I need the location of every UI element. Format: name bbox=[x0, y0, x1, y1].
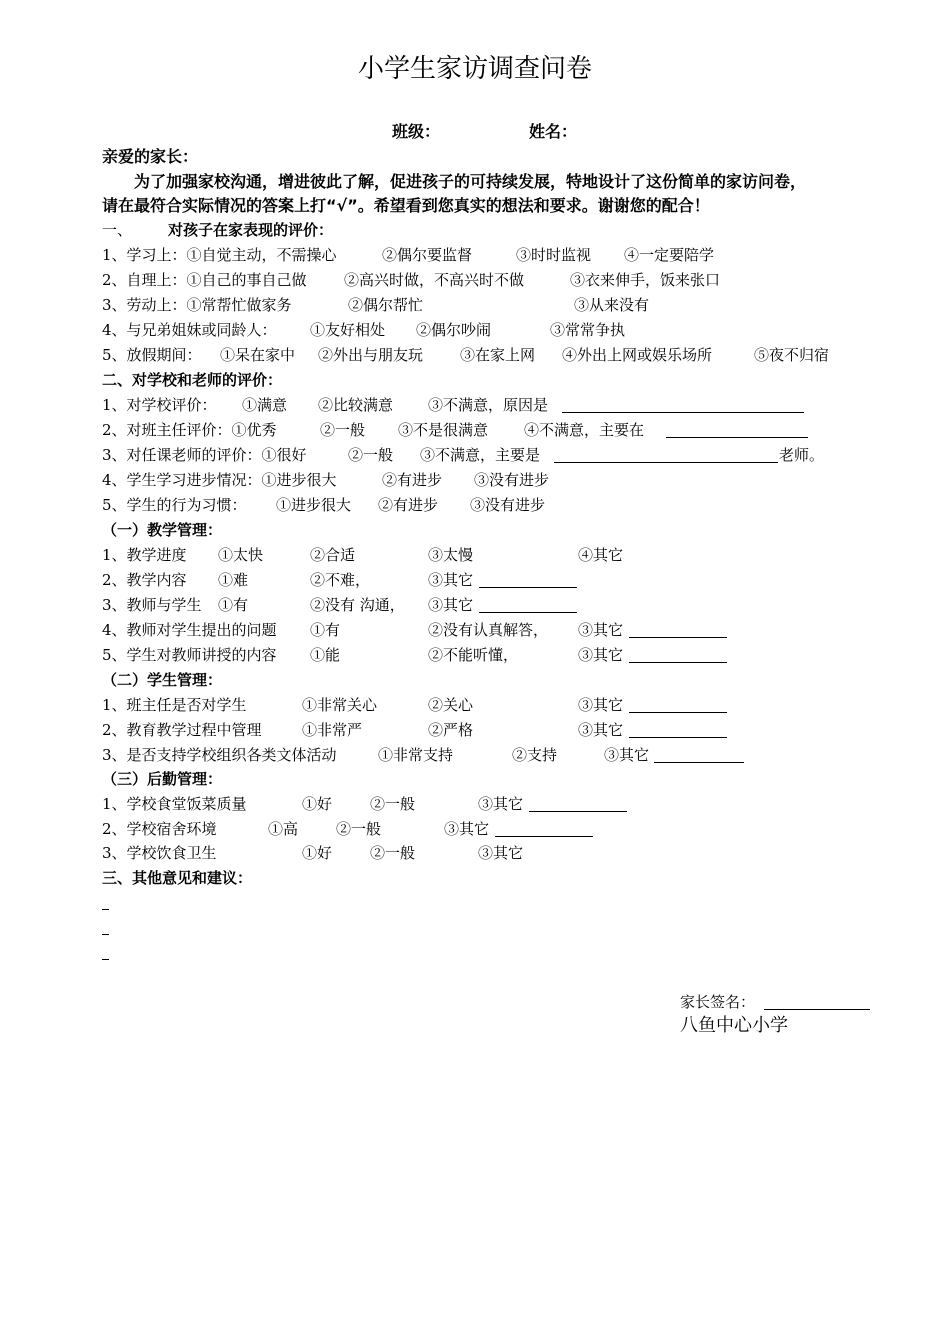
lg-q2-option-1: ①高 bbox=[268, 820, 299, 838]
s2-q1-reason-blank[interactable] bbox=[562, 398, 804, 413]
t-q3-option-1: ①有 bbox=[218, 596, 249, 614]
t-q5-blank[interactable] bbox=[629, 648, 727, 663]
lg-q2: 2、学校宿舍环境 bbox=[102, 820, 217, 838]
s2-q4-option-3: ③没有进步 bbox=[474, 471, 550, 489]
t-q1-option-1: ①太快 bbox=[218, 546, 264, 564]
sm-q3: 3、是否支持学校组织各类文体活动 bbox=[102, 746, 337, 764]
t-q4-blank[interactable] bbox=[629, 623, 727, 638]
s1-q1: 1、学习上：①自觉主动，不需操心 bbox=[102, 246, 337, 264]
s2-q3-option-2: ②一般 bbox=[348, 446, 394, 464]
signature-blank[interactable] bbox=[764, 995, 870, 1010]
s2-q5-option-1: ①进步很大 bbox=[276, 496, 352, 514]
s1-q5-option-5: ⑤夜不归宿 bbox=[754, 346, 830, 364]
s2-q3-suffix: 老师。 bbox=[779, 446, 825, 464]
sm-q1-option-1: ①非常关心 bbox=[302, 696, 378, 714]
t-q4-option-3: ③其它 bbox=[578, 621, 624, 639]
t-q1-option-3: ③太慢 bbox=[428, 546, 474, 564]
s2-q2-option-2: ②一般 bbox=[320, 421, 366, 439]
sm-q3-option-1: ①非常支持 bbox=[378, 746, 454, 764]
lg-q3-option-2: ②一般 bbox=[370, 844, 416, 862]
lg-q2-option-3: ③其它 bbox=[444, 820, 490, 838]
name-label: 姓名： bbox=[529, 122, 578, 141]
lg-q1-option-1: ①好 bbox=[302, 795, 333, 813]
s1-q2: 2、自理上：①自己的事自己做 bbox=[102, 271, 307, 289]
comment-line-2[interactable] bbox=[102, 934, 109, 935]
section-2-title: 二、对学校和老师的评价： bbox=[102, 371, 283, 389]
school-name: 八鱼中心小学 bbox=[680, 1015, 788, 1036]
lg-q3: 3、学校饮食卫生 bbox=[102, 844, 217, 862]
class-label: 班级： bbox=[392, 122, 441, 141]
s1-q5-option-2: ②外出与朋友玩 bbox=[318, 346, 424, 364]
s2-q1-option-3: ③不满意，原因是 bbox=[428, 396, 549, 414]
s1-q1-option-2: ②偶尔要监督 bbox=[382, 246, 473, 264]
sm-q2-blank[interactable] bbox=[629, 723, 727, 738]
s1-q2-option-3: ③衣来伸手，饭来张口 bbox=[570, 271, 721, 289]
s2-q2-option-4: ④不满意，主要在 bbox=[524, 421, 645, 439]
sm-q3-blank[interactable] bbox=[654, 748, 744, 763]
s1-q5-option-1: ①呆在家中 bbox=[220, 346, 296, 364]
s2-q2-option-3: ③不是很满意 bbox=[398, 421, 489, 439]
lg-q1-blank[interactable] bbox=[529, 797, 627, 812]
sm-q2: 2、教育教学过程中管理 bbox=[102, 721, 262, 739]
s2-q1-option-1: ①满意 bbox=[242, 396, 288, 414]
comment-line-3[interactable] bbox=[102, 959, 109, 960]
comment-line-1[interactable] bbox=[102, 909, 109, 910]
t-q1: 1、教学进度 bbox=[102, 546, 187, 564]
signature-label: 家长签名： bbox=[680, 993, 756, 1011]
s1-q2-option-2: ②高兴时做，不高兴时不做 bbox=[344, 271, 525, 289]
s1-q3-option-2: ②偶尔帮忙 bbox=[348, 296, 424, 314]
lg-q1-option-2: ②一般 bbox=[370, 795, 416, 813]
t-q5: 5、学生对教师讲授的内容 bbox=[102, 646, 277, 664]
sm-q3-option-2: ②支持 bbox=[512, 746, 558, 764]
page-title: 小学生家访调查问卷 bbox=[357, 54, 592, 84]
t-q5-option-1: ①能 bbox=[310, 646, 341, 664]
t-q1-option-4: ④其它 bbox=[578, 546, 624, 564]
t-q5-option-3: ③其它 bbox=[578, 646, 624, 664]
s1-q3-option-3: ③从来没有 bbox=[574, 296, 650, 314]
s1-q4-option-2: ②偶尔吵闹 bbox=[416, 321, 492, 339]
sm-q1-option-2: ②关心 bbox=[428, 696, 474, 714]
s2-q1: 1、对学校评价： bbox=[102, 396, 217, 414]
lg-q3-option-1: ①好 bbox=[302, 844, 333, 862]
t-q1-option-2: ②合适 bbox=[310, 546, 356, 564]
t-q2: 2、教学内容 bbox=[102, 571, 187, 589]
section-1-title: 对孩子在家表现的评价： bbox=[168, 221, 334, 239]
t-q3-blank[interactable] bbox=[479, 598, 577, 613]
t-q3-option-3: ③其它 bbox=[428, 596, 474, 614]
s1-q1-option-4: ④一定要陪学 bbox=[624, 246, 715, 264]
sm-q1: 1、班主任是否对学生 bbox=[102, 696, 247, 714]
intro-line-1: 为了加强家校沟通，增进彼此了解，促进孩子的可持续发展，特地设计了这份简单的家访问卷， bbox=[134, 172, 807, 191]
s2-q3-blank[interactable] bbox=[554, 448, 778, 463]
lg-q2-option-2: ②一般 bbox=[336, 820, 382, 838]
student-mgmt-title: （二）学生管理： bbox=[102, 671, 223, 689]
greeting: 亲爱的家长： bbox=[102, 147, 199, 166]
t-q2-option-1: ①难 bbox=[218, 571, 249, 589]
s2-q4: 4、学生学习进步情况：①进步很大 bbox=[102, 471, 337, 489]
section-1-number: 一、 bbox=[102, 221, 133, 239]
s2-q3-option-3: ③不满意，主要是 bbox=[420, 446, 541, 464]
s1-q4-option-1: ①友好相处 bbox=[310, 321, 386, 339]
s1-q1-option-3: ③时时监视 bbox=[516, 246, 592, 264]
s2-q1-option-2: ②比较满意 bbox=[318, 396, 394, 414]
logistics-title: （三）后勤管理： bbox=[102, 770, 223, 788]
section-3-title: 三、其他意见和建议： bbox=[102, 869, 253, 887]
t-q5-option-2: ②不能听懂， bbox=[428, 646, 519, 664]
lg-q3-option-3: ③其它 bbox=[478, 844, 524, 862]
t-q3-option-2: ②没有 沟通， bbox=[310, 596, 405, 614]
s2-q3: 3、对任课老师的评价：①很好 bbox=[102, 446, 307, 464]
s2-q4-option-2: ②有进步 bbox=[382, 471, 443, 489]
t-q4-option-1: ①有 bbox=[310, 621, 341, 639]
s2-q2-blank[interactable] bbox=[666, 423, 808, 438]
t-q3: 3、教师与学生 bbox=[102, 596, 202, 614]
t-q2-option-3: ③其它 bbox=[428, 571, 474, 589]
s1-q5-option-4: ④外出上网或娱乐场所 bbox=[562, 346, 713, 364]
s2-q5-option-3: ③没有进步 bbox=[470, 496, 546, 514]
s2-q5: 5、学生的行为习惯： bbox=[102, 496, 247, 514]
sm-q3-option-3: ③其它 bbox=[604, 746, 650, 764]
t-q4-option-2: ②没有认真解答， bbox=[428, 621, 549, 639]
t-q2-option-2: ②不难， bbox=[310, 571, 371, 589]
t-q4: 4、教师对学生提出的问题 bbox=[102, 621, 277, 639]
intro-line-2: 请在最符合实际情况的答案上打“√”。希望看到您真实的想法和要求。谢谢您的配合！ bbox=[102, 196, 710, 215]
s2-q2: 2、对班主任评价：①优秀 bbox=[102, 421, 277, 439]
s2-q5-option-2: ②有进步 bbox=[378, 496, 439, 514]
t-q2-blank[interactable] bbox=[479, 573, 577, 588]
sm-q1-option-3: ③其它 bbox=[578, 696, 624, 714]
s1-q5-option-3: ③在家上网 bbox=[460, 346, 536, 364]
s1-q4-option-3: ③常常争执 bbox=[550, 321, 626, 339]
sm-q2-option-2: ②严格 bbox=[428, 721, 474, 739]
lg-q1-option-3: ③其它 bbox=[478, 795, 524, 813]
s1-q5: 5、放假期间： bbox=[102, 346, 202, 364]
s1-q3: 3、劳动上：①常帮忙做家务 bbox=[102, 296, 292, 314]
lg-q1: 1、学校食堂饭菜质量 bbox=[102, 795, 247, 813]
sm-q1-blank[interactable] bbox=[629, 698, 727, 713]
sm-q2-option-1: ①非常严 bbox=[302, 721, 363, 739]
lg-q2-blank[interactable] bbox=[495, 822, 593, 837]
s1-q4: 4、与兄弟姐妹或同龄人： bbox=[102, 321, 277, 339]
sm-q2-option-3: ③其它 bbox=[578, 721, 624, 739]
teaching-mgmt-title: （一）教学管理： bbox=[102, 521, 223, 539]
